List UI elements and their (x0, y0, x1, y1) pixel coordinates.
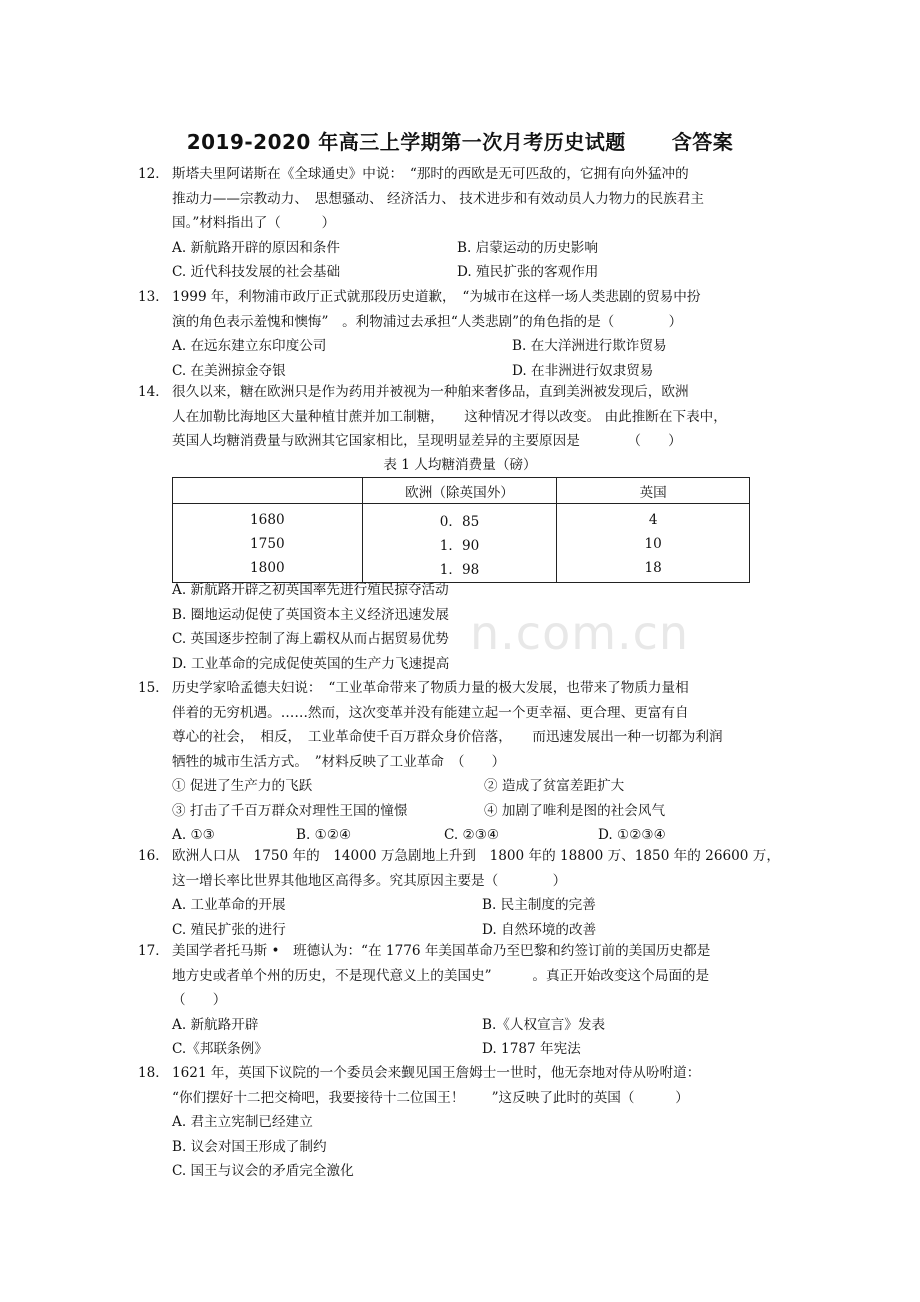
statement-4: ④ 加剧了唯利是图的社会风气 (484, 802, 666, 819)
table-cell: 1750 (173, 532, 363, 556)
watermark: n.com.cn (470, 606, 690, 660)
question-text-line: （ ） (172, 992, 227, 1008)
option-b: B.《人权宣言》发表 (482, 1016, 606, 1033)
question-16 (138, 844, 788, 942)
option-b: B. 在大洋洲进行欺诈贸易 (512, 338, 667, 354)
sugar-consumption-table (172, 477, 750, 583)
table-header-cell (173, 478, 363, 504)
question-number: 16． (138, 848, 169, 864)
question-number: 12． (138, 166, 169, 182)
table-cell: 1．90 (362, 532, 557, 556)
question-number: 17． (138, 943, 169, 959)
question-number: 13． (138, 289, 169, 305)
question-text-line: 英国人均糖消费量与欧洲其它国家相比，呈现明显差异的主要原因是 （ ） (172, 433, 682, 449)
statement-2: ② 造成了贫富差距扩大 (484, 778, 625, 794)
option-c: C. 近代科技发展的社会基础 (172, 264, 341, 280)
statement-3: ③ 打击了千百万群众对理性王国的憧憬 (172, 802, 408, 819)
option-d: D. 工业革命的完成促使英国的生产力飞速提高 (172, 655, 450, 672)
question-17 (138, 939, 788, 1062)
option-a: A. 新航路开辟之初英国率先进行殖民掠夺活动 (172, 582, 449, 598)
question-text-line: 尊心的社会， 相反， 工业革命使千百万群众身价倍落， 而迅速发展出一种一切都为利润 (172, 729, 723, 745)
question-text-line: 伴着的无穷机遇。……然而，这次变革并没有能建立起一个更幸福、更合理、更富有自 (172, 704, 689, 721)
option-b: B. ①②④ (296, 827, 352, 843)
page-title (0, 126, 920, 155)
table-header-cell: 英国 (557, 478, 750, 504)
table-cell: 1800 (173, 556, 363, 583)
option-c: C.《邦联条例》 (172, 1041, 268, 1057)
table-cell: 0．85 (362, 504, 557, 533)
question-text-line: 这一增长率比世界其他地区高得多。究其原因主要是（ ） (172, 872, 567, 889)
question-number: 15． (138, 680, 169, 696)
table-row (173, 532, 750, 556)
question-text-line: 1999 年，利物浦市政厅正式就那段历史道歉， “为城市在这样一场人类悲剧的贸易中扮 (172, 289, 701, 305)
option-a: A. 新航路开辟 (172, 1016, 259, 1033)
question-14 (138, 380, 788, 454)
question-number: 14． (138, 384, 169, 400)
option-c: C. 殖民扩张的进行 (172, 921, 286, 938)
question-text-line: 很久以来，糖在欧洲只是作为药用并被视为一种舶来奢侈品，直到美洲被发现后，欧洲 (172, 384, 689, 400)
question-text-line: 牺牲的城市生活方式。 ”材料反映了工业革命 （ ） (172, 753, 506, 770)
option-b: B. 议会对国王形成了制约 (172, 1138, 327, 1155)
table-header-row (173, 478, 750, 504)
table-cell: 1680 (173, 504, 363, 533)
option-c: C. 在美洲掠金夺银 (172, 362, 286, 379)
table-caption: 表 1 人均糖消费量（磅） (383, 457, 537, 473)
question-number: 18． (138, 1065, 169, 1081)
question-text-line: 美国学者托马斯 • 班德认为：“在 1776 年美国革命乃至巴黎和约签订前的美国历史都是 (172, 943, 711, 959)
question-text-line: 推动力——宗教动力、 思想骚动、 经济活力、 技术进步和有效动员人力物力的民族君主 (172, 190, 704, 207)
question-12 (138, 162, 788, 285)
table-header-cell: 欧洲（除英国外） (362, 478, 557, 504)
option-d: D. 1787 年宪法 (482, 1041, 581, 1057)
option-c: C. ②③④ (444, 827, 500, 843)
question-text-line: 演的角色表示羞愧和懊悔” 。利物浦过去承担“人类悲剧”的角色指的是（ ） (172, 313, 683, 330)
question-text-line: 斯塔夫里阿诺斯在《全球通史》中说： “那时的西欧是无可匹敌的，它拥有向外猛冲的 (172, 166, 689, 182)
question-18 (138, 1061, 788, 1184)
title-main: 2019-2020 年高三上学期第一次月考历史试题 (186, 130, 626, 154)
option-c: C. 英国逐步控制了海上霸权从而占据贸易优势 (172, 631, 449, 647)
option-d: D. 殖民扩张的客观作用 (457, 264, 599, 280)
statement-1: ① 促进了生产力的飞跃 (172, 778, 313, 794)
option-b: B. 圈地运动促使了英国资本主义经济迅速发展 (172, 606, 449, 623)
option-a: A. 新航路开辟的原因和条件 (172, 239, 340, 256)
question-text-line: 国。”材料指出了（ ） (172, 215, 336, 231)
option-a: A. 君主立宪制已经建立 (172, 1114, 313, 1130)
table-row (173, 504, 750, 533)
option-b: B. 民主制度的完善 (482, 897, 596, 913)
option-d: D. ①②③④ (598, 827, 666, 843)
question-text-line: 欧洲人口从 1750 年的 14000 万急剧地上升到 1800 年的 18800 万、1850 年的 26600 万， (172, 848, 780, 864)
option-a: A. 在远东建立东印度公司 (172, 338, 327, 354)
table-cell: 4 (557, 504, 750, 533)
question-text-line: “你们摆好十二把交椅吧，我要接待十二位国王！ ”这反映了此时的英国（ ） (172, 1089, 689, 1106)
title-suffix: 含答案 (671, 130, 734, 154)
table-cell: 1．98 (362, 556, 557, 583)
option-a: A. ①③ (172, 827, 215, 843)
question-15 (138, 676, 788, 848)
option-d: D. 在非洲进行奴隶贸易 (512, 362, 654, 379)
question-13 (138, 285, 788, 383)
question-14-options (138, 578, 788, 676)
question-text-line: 人在加勒比海地区大量种植甘蔗并加工制糖， 这种情况才得以改变。 由此推断在下表中， (172, 408, 727, 425)
question-text-line: 地方史或者单个州的历史，不是现代意义上的美国史” 。真正开始改变这个局面的是 (172, 967, 710, 984)
option-a: A. 工业革命的开展 (172, 897, 286, 913)
option-b: B. 启蒙运动的历史影响 (457, 239, 598, 256)
option-c: C. 国王与议会的矛盾完全激化 (172, 1163, 354, 1179)
table-cell: 18 (557, 556, 750, 583)
table-cell: 10 (557, 532, 750, 556)
question-text-line: 历史学家哈孟德夫妇说： “工业革命带来了物质力量的极大发展，也带来了物质力量相 (172, 680, 689, 696)
option-d: D. 自然环境的改善 (482, 921, 597, 938)
question-text-line: 1621 年，英国下议院的一个委员会来觐见国王詹姆士一世时，他无奈地对侍从吩咐道： (172, 1065, 701, 1081)
